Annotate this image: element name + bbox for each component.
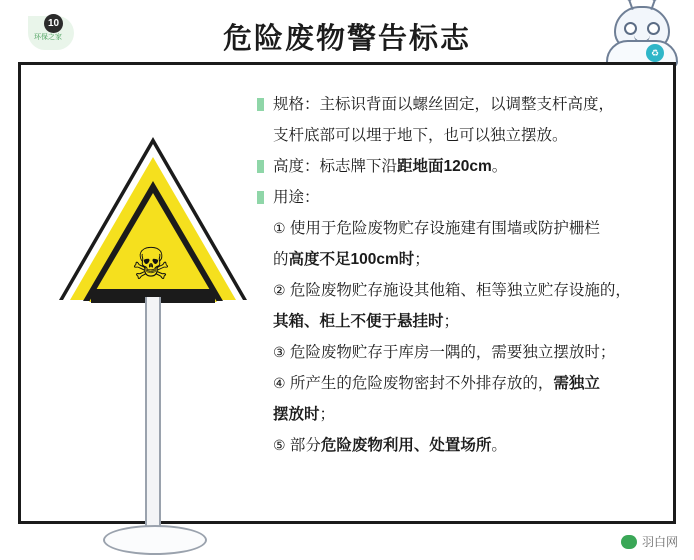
usage-item-4-line2-end: ； [319, 406, 336, 423]
mascot-antenna-left [628, 0, 633, 10]
warning-sign-illustration [45, 85, 261, 515]
usage-item-4-line2-bold: 摆放时 [273, 406, 320, 423]
usage-item-1-line2-end: ； [414, 251, 430, 268]
spec-line2: 支杆底部可以埋于地下，也可以独立摆放。 [273, 127, 568, 144]
spec-label: 规格： [273, 96, 320, 113]
specification-text [257, 89, 661, 461]
usage-row [257, 182, 661, 213]
mascot-antenna-right [650, 0, 655, 10]
usage-item-3-number: ③ [273, 344, 286, 360]
page-header [0, 0, 694, 64]
usage-item-5-line1-end: 。 [491, 437, 507, 454]
usage-item-2-line2 [257, 306, 661, 337]
mascot-antenna-dot-right [652, 0, 657, 1]
bullet-square-icon [257, 98, 264, 111]
logo-badge: 10 [44, 14, 63, 33]
usage-item-1 [257, 213, 661, 244]
wechat-icon [621, 535, 637, 549]
robot-mascot-icon [602, 4, 680, 66]
usage-item-4-line2 [257, 399, 661, 430]
footer-watermark [621, 533, 678, 550]
height-text-end: 。 [491, 158, 508, 175]
spec-line1: 主标识背面以螺丝固定，以调整支杆高度， [319, 96, 615, 113]
usage-item-2-line1: 危险废物贮存施设其他箱、柜等独立贮存设施的， [289, 282, 631, 299]
sign-base [103, 525, 207, 555]
usage-item-2-number: ② [273, 282, 286, 298]
usage-item-5-line1-bold: 危险废物利用、处置场所 [320, 437, 492, 454]
usage-item-4 [257, 368, 661, 399]
usage-item-2-line2-end: ； [443, 313, 460, 330]
info-card [18, 62, 676, 524]
height-text-normal: 标志牌下沿 [319, 158, 398, 175]
usage-item-5 [257, 430, 661, 461]
height-row [257, 151, 661, 182]
recycle-icon: ♻ [646, 44, 664, 62]
usage-item-5-number: ⑤ [273, 437, 286, 453]
usage-item-3 [257, 337, 661, 368]
bullet-square-icon [257, 160, 264, 173]
mascot-antenna-dot-left [627, 0, 632, 1]
usage-item-2 [257, 275, 661, 306]
usage-item-4-number: ④ [273, 375, 286, 391]
usage-item-2-line2-bold: 其箱、柜上不便于悬挂时 [273, 313, 444, 330]
spec-line2-row [257, 120, 661, 151]
usage-item-1-line2-normal: 的 [273, 251, 289, 268]
usage-item-1-line1: 使用于危险废物贮存设施建有围墙或防护栅栏 [289, 220, 600, 237]
usage-item-1-number: ① [273, 220, 286, 236]
bullet-square-icon [257, 191, 264, 204]
page-title: 危险废物警告标志 [222, 23, 471, 55]
sign-pole [145, 297, 161, 545]
skull-icon: ☠ [131, 240, 171, 289]
usage-item-1-line2 [257, 244, 661, 275]
usage-label: 用途： [273, 189, 320, 206]
footer-text: 羽白网 [641, 535, 678, 549]
height-label: 高度： [273, 158, 320, 175]
height-text-bold: 距地面120cm [397, 158, 492, 175]
usage-item-4-line1-bold: 需独立 [553, 375, 600, 392]
usage-item-4-line1-normal: 所产生的危险废物密封不外排存放的， [289, 375, 554, 392]
logo-left-text: 环保之家 [34, 34, 62, 41]
usage-item-5-line1-normal: 部分 [289, 437, 321, 454]
usage-item-1-line2-bold: 高度不足100cm时 [288, 251, 415, 268]
spec-row [257, 89, 661, 120]
usage-item-3-line1: 危险废物贮存于库房一隅的，需要独立摆放时； [289, 344, 616, 361]
